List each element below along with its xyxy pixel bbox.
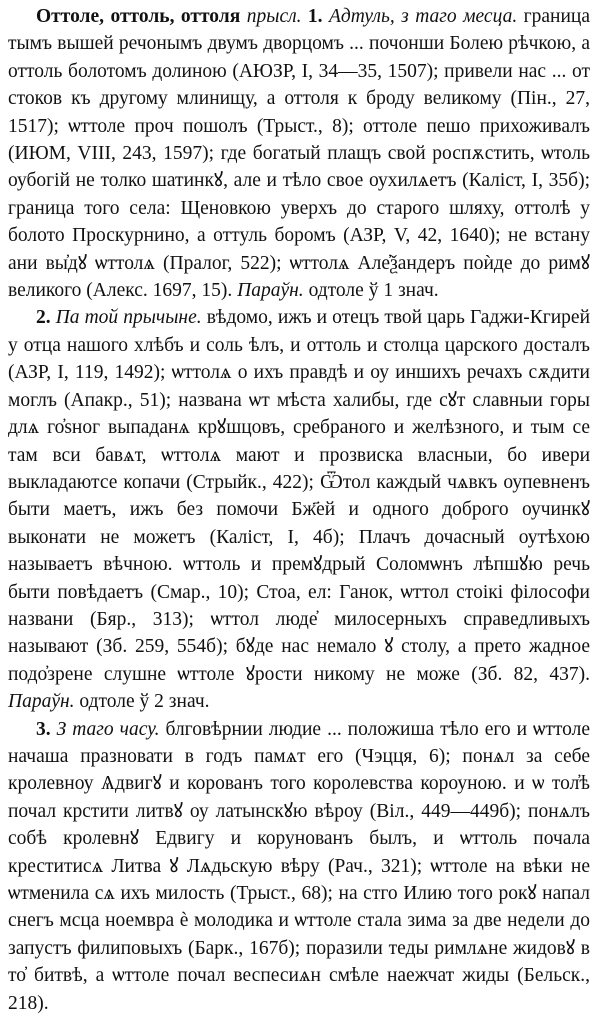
sense-number: 2.: [36, 307, 51, 329]
compare-text: одтоле ў 1 знач.: [308, 280, 439, 302]
compare-text: одтоле ў 2 знач.: [79, 691, 210, 713]
sense-number: 3.: [36, 718, 51, 740]
sense-gloss: З таго часу.: [56, 718, 160, 740]
entry-sense-2: [8, 304, 590, 715]
compare-label: Параўн.: [8, 691, 75, 713]
entry-sense-1: [8, 3, 590, 304]
sense-quotations: граница тымъ вышей речонымъ двумъ дворцомъ ... почонши Болею рѣчкою, а оттоль болотомъ долиною (АЮЗР, І, 34—35, 1507); привели нас ... от стоков къ другому млинищу, а оттоля к броду великому (Пін., 27, 1517); ѡттоле проч пошолъ (Трыст., 8); оттоле пешо прихоживалъ (ИЮМ, VIII, 243, 1597); где богатый плащъ свой роспѫстить, ѡтоль оубогій не толко шатинкꙋ, але и тѣло свое оухилѧетъ (Каліст, І, 35б); граница того села: Щеновкою уверхъ до старого шляху, оттолѣ у болото Проскурнино, а оттуль боромъ (АЗР, V, 42, 1640); не встану ани вы҆дꙋ ѡттолѧ (Пралог, 522); ѡттолѧ Але҆ѯандеръ поѝде до римꙋ великого (Алекс. 1697, 15).: [8, 6, 591, 302]
entry-sense-3: [8, 716, 590, 1017]
sense-quotations: вѣдомо, ижъ и отецъ твой царь Гаджи-Кгирей у отца нашого хлѣбъ и соль ѣлъ, и оттоль и столца царского досталъ (АЗР, І, 119, 1492); ѡттолѧ о ихъ правдѣ и оу иншихъ речахъ сѫдити моглъ (Апакр., 51); названа ѡт мѣста халибы, где сꙋт славныи горы длѧ го҆ѕног выпаданѧ крꙋшцовъ, сребраного и желѣзного, и тым се там вси бавѧт, ѡттолѧ мают и прозвиска власныи, бо ивери выкладаютсе копачи (Стрыйк., 422); Ѿтол каждый чѧвкъ оупевненъ быти маетъ, ижъ без помочи Бж҃ей и одного доброго оучинкꙋ выконати не можетъ (Каліст, І, 4б); Плачъ дочасный оутѣхою называетъ вѣчною. ѡттоль и премꙋдрый Соломѡнъ лѣпшꙋю речь быти повѣдаетъ (Смар., 10); Стоа, ел: Ганок, ѡттол стоікі філософи названи (Бяр., 313); ѡттол люде҆ милосерныхъ справедливыхъ называют (Зб. 259, 554б); бꙋде нас немало ꙋ столу, а прето жадное подо҆зрене слушне ѡттоле ꙋрости никому не може (Зб. 82, 437).: [8, 307, 591, 685]
compare-label: Параўн.: [237, 280, 304, 302]
part-of-speech: прысл.: [246, 6, 302, 27]
sense-number: 1.: [307, 6, 323, 27]
sense-gloss: Адтуль, з таго месца.: [328, 6, 518, 27]
sense-quotations: блговѣрнии людие ... положиша тѣло его и ѡттоле начаша празновати в годъ памѧт его (Чэцця, 6); понѧл за себе кролевноу Ѧдвигꙋ и корованъ того королевства короуною. и ѡ тол҆ѣ почал крстити литвꙋ оу латынскꙋю вѣроу (Віл., 449—449б); понѧлъ собѣ кролевнꙋ Едвигу и корунованъ былъ, и ѡттоль почала креститисѧ Литва ꙋ Лѧдьскую вѣру (Рач., 321); ѡттоле на вѣки не ѡтменила сѧ ихъ милость (Трыст., 68); на стго Илию того рокꙋ напал снегъ мсца ноемвра ѐ молодика и ѡттоле стала зима за две недели до запустъ филиповыхъ (Барк., 167б); поразили теды римлѧне жидовꙋ в то҆ битвѣ, а ѡттоле почал веспесиѧн смѣле наежчат жиды (Бельск., 218).: [8, 718, 591, 1014]
sense-gloss: Па той прычыне.: [55, 307, 202, 329]
headword: Оттоле, оттоль, оттоля: [36, 6, 241, 27]
